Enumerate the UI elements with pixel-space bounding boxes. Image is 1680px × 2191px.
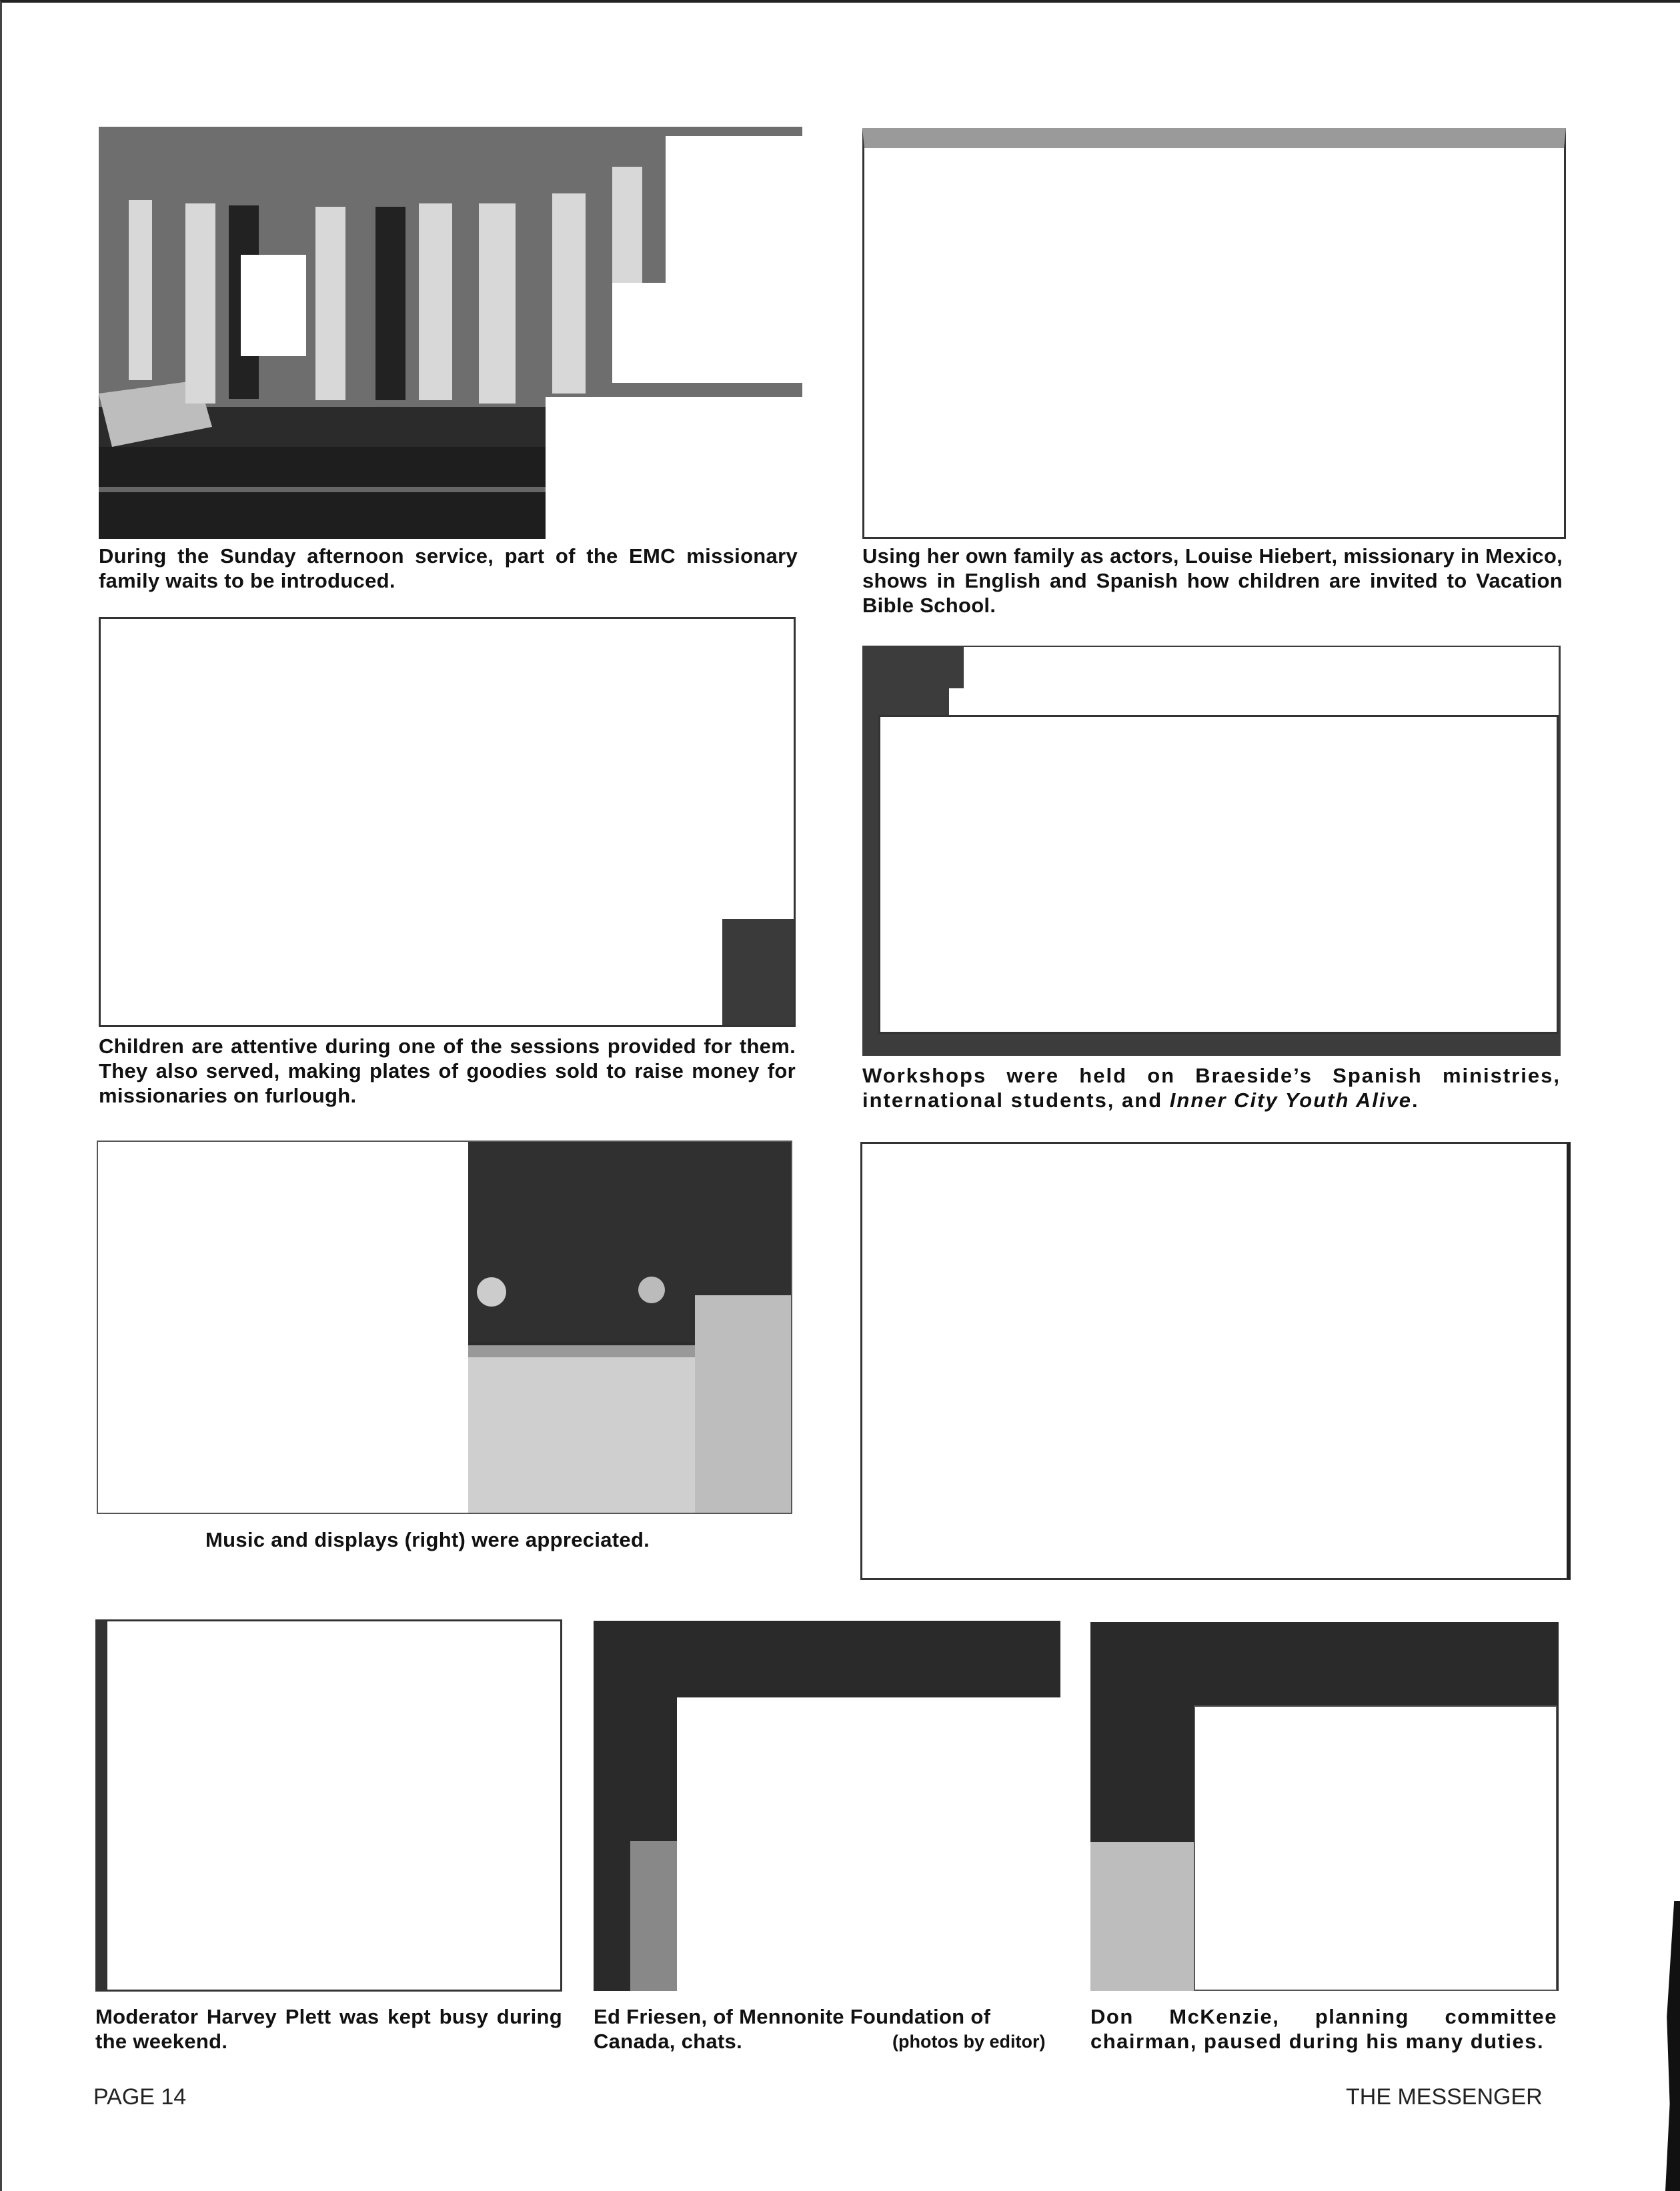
pulpit-image bbox=[468, 1142, 792, 1514]
photo-music bbox=[97, 1141, 792, 1514]
don-mckenzie-shoulder bbox=[1090, 1842, 1194, 1991]
photo-missionary-family bbox=[99, 127, 802, 539]
caption-workshops-text: Workshops were held on Braeside’s Spanish ministries, international students, and bbox=[862, 1064, 1561, 1112]
caption-missionary-family: During the Sunday afternoon service, part of the EMC missionary family waits to be introduced. bbox=[99, 544, 798, 592]
caption-children: Children are attentive during one of the sessions provided for them. They also served, making plates of goodies sold to raise money for missionaries on furlough. bbox=[99, 1034, 796, 1107]
pulpit-photo bbox=[468, 1142, 792, 1514]
caption-workshops-end: . bbox=[1412, 1088, 1419, 1112]
children-photo-fragment bbox=[722, 919, 796, 1027]
photo-workshops bbox=[862, 646, 1561, 1056]
caption-music: Music and displays (right) were appreciated. bbox=[205, 1528, 650, 1551]
caption-ed-friesen: Ed Friesen, of Mennonite Foundation of Canada, chats. bbox=[594, 2005, 991, 2053]
caption-workshops bbox=[862, 1063, 1561, 1113]
publication-name: THE MESSENGER bbox=[1346, 2084, 1543, 2110]
caption-harvey-plett: Moderator Harvey Plett was kept busy during the weekend. bbox=[95, 2005, 562, 2053]
photo-children bbox=[99, 617, 796, 1027]
page-number: PAGE 14 bbox=[93, 2084, 187, 2110]
caption-don-mckenzie: Don McKenzie, planning committee chairman, paused during his many duties. bbox=[1090, 2005, 1557, 2053]
photo-credit: (photos by editor) bbox=[892, 2032, 1046, 2052]
ed-friesen-fragment bbox=[630, 1841, 677, 1991]
photo-displays bbox=[860, 1142, 1571, 1580]
photo-louise-hiebert bbox=[862, 128, 1566, 539]
caption-workshops-italic: Inner City Youth Alive bbox=[1169, 1088, 1412, 1112]
caption-louise-hiebert: Using her own family as actors, Louise Hiebert, missionary in Mexico, shows in English and Spanish how children are invited to Vacation Bible School. bbox=[862, 544, 1563, 617]
photo-harvey-plett bbox=[95, 1619, 562, 1992]
photo-don-mckenzie bbox=[1090, 1622, 1559, 1991]
photo-ed-friesen bbox=[594, 1621, 1060, 1991]
